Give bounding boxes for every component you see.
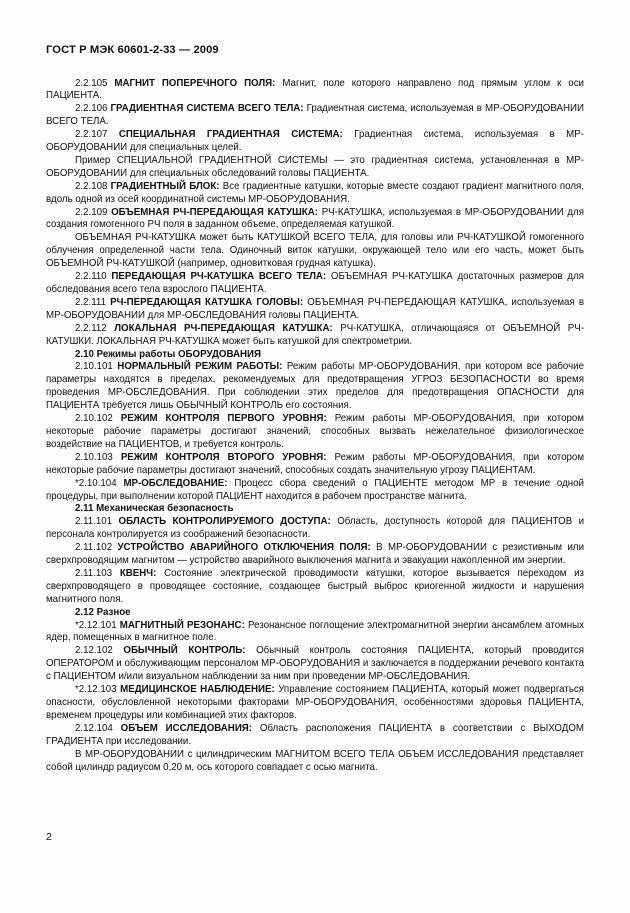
clause-number: 2.2.112 [75, 322, 115, 334]
definition-text: Резонансное поглощение электромагнитной энергии ансамблем атомных ядер, помещенных в магнитное поле. [46, 619, 584, 644]
defined-term: МЕДИЦИНСКОЕ НАБЛЮДЕНИЕ: [120, 684, 275, 696]
paragraph [46, 413, 584, 452]
definition-text: ОБЪЕМНАЯ РЧ-КАТУШКА достаточных размеров для обследования всего тела взрослого ПАЦИЕНТА. [46, 271, 584, 295]
defined-term: ПЕРЕДАЮЩАЯ РЧ-КАТУШКА ВСЕГО ТЕЛА: [111, 271, 327, 283]
clause-number: 2.10.103 [75, 451, 121, 463]
paragraph [46, 271, 584, 297]
clause-number: 2.10.101 [75, 361, 118, 373]
definition-text: Режим работы МР-ОБОРУДОВАНИЯ, при котором некоторые рабочие параметры достигают значений, способных создать значительную угрозу ПАЦИЕНТАМ. [46, 451, 585, 476]
defined-term: РЧ-ПЕРЕДАЮЩАЯ КАТУШКА ГОЛОВЫ: [110, 296, 304, 308]
clause-number: 2.12.102 [75, 645, 124, 657]
defined-term: СПЕЦИАЛЬНАЯ ГРАДИЕНТНАЯ СИСТЕМА: [118, 129, 343, 141]
defined-term: МАГНИТНЫЙ РЕЗОНАНС: [119, 619, 245, 631]
paragraph [46, 478, 584, 504]
paragraph [46, 297, 584, 323]
clause-number: 2.2.105 [75, 77, 115, 89]
paragraph [46, 129, 584, 155]
paragraph [46, 232, 584, 271]
section-heading-text: 2.12 Разное [75, 606, 131, 618]
paragraph [46, 684, 584, 723]
defined-term: ОБЛАСТЬ КОНТРОЛИРУЕМОГО ДОСТУПА: [118, 516, 331, 528]
section-heading-text: 2.10 Режимы работы ОБОРУДОВАНИЯ [75, 348, 262, 360]
definition-text: Пример СПЕЦИАЛЬНОЙ ГРАДИЕНТНОЙ СИСТЕМЫ — это градиентная система, установленная в МР-ОБОРУДОВАНИИ для специальных обследований головы ПАЦИЕНТА. [46, 154, 584, 179]
definition-text: Процесс сбора сведений о ПАЦИЕНТЕ методом МР в течение одной процедуры, при выполнении которой ПАЦИЕНТ находится в рабочем пространстве магнита. [46, 477, 584, 502]
clause-number: 2.2.107 [75, 129, 119, 141]
defined-term: ГРАДИЕНТНАЯ СИСТЕМА ВСЕГО ТЕЛА: [110, 103, 304, 115]
paragraph [46, 723, 584, 749]
paragraph [46, 620, 584, 646]
paragraph [46, 568, 584, 607]
paragraph [46, 749, 584, 775]
clause-number: 2.2.110 [75, 271, 112, 283]
paragraph [46, 103, 584, 129]
paragraph [46, 361, 584, 413]
definition-text: Состояние электрической проводимости катушки, которое вызывается переходом из сверхпроводящего в проводящее состояние, создающее быстрый выброс криогенной жидкости и нарушения магнитного поля. [46, 567, 585, 605]
definition-text: В МР-ОБОРУДОВАНИИ с резистивным или сверхпроводящим магнитом — устройство аварийного выключения магнита и эвакуации накопленной им энергии. [46, 542, 585, 567]
definition-text: Все градиентные катушки, которые вместе создают градиент магнитного поля, вдоль одной из осей координатной системы МР-ОБОРУДОВАНИЯ. [46, 180, 584, 205]
clause-number: 2.2.109 [75, 206, 112, 218]
definition-text: Градиентная система, используемая в МР-ОБОРУДОВАНИИ ВСЕГО ТЕЛА. [46, 103, 584, 128]
definition-text: Режим работы МР-ОБОРУДОВАНИЯ, при котором некоторые рабочие параметры достигают значений, способных вызвать нежелательное физиологическое воздействие на ПАЦИЕНТОВ, и требуется контроль. [46, 413, 584, 450]
clause-number: 2.11.102 [75, 542, 118, 554]
definition-text: Градиентная система, используемая в МР-ОБОРУДОВАНИИ для специальных целей. [46, 129, 584, 154]
definition-text: В МР-ОБОРУДОВАНИИ с цилиндрическим МАГНИТОМ ВСЕГО ТЕЛА ОБЪЕМ ИССЛЕДОВАНИЯ представляет собой цилиндр радиусом 0,20 м, ось которого совпадает с осью магнита. [46, 748, 584, 773]
definition-text: ОБЪЕМНАЯ РЧ-ПЕРЕДАЮЩАЯ КАТУШКА, используемая в МР-ОБОРУДОВАНИИ для МР-ОБСЛЕДОВАНИЯ головы ПАЦИЕНТА. [46, 296, 584, 321]
paragraph [46, 516, 584, 542]
paragraph [46, 645, 584, 684]
clause-number: 2.2.106 [75, 103, 111, 115]
defined-term: ЛОКАЛЬНАЯ РЧ-ПЕРЕДАЮЩАЯ КАТУШКА: [114, 322, 333, 334]
definition-text: Управление состоянием ПАЦИЕНТА, который может подвергаться опасности, обусловленной некоторыми факторами МР-ОБОРУДОВАНИЯ, особенностями здоровья ПАЦИЕНТА, временем процедуры или комбинацией этих факторов. [46, 684, 585, 721]
section-heading [46, 503, 584, 516]
paragraph [46, 181, 584, 207]
clause-number: *2.12.103 [75, 684, 121, 696]
paragraph [46, 155, 584, 181]
defined-term: МАГНИТ ПОПЕРЕЧНОГО ПОЛЯ: [114, 77, 276, 89]
definition-text: Обычный контроль состояния ПАЦИЕНТА, который проводится ОПЕРАТОРОМ и обслуживающим персоналом МР-ОБОРУДОВАНИЯ и заключается в поддержании речевого контакта с ПАЦИЕНТОМ и/или визуальном наблюдении за ним при проведении МР-ОБСЛЕДОВАНИЯ. [46, 645, 584, 683]
defined-term: РЕЖИМ КОНТРОЛЯ ВТОРОГО УРОВНЯ: [120, 451, 327, 463]
paragraph [46, 207, 584, 233]
section-heading [46, 349, 584, 362]
definition-text: Режим работы МР-ОБОРУДОВАНИЯ, при котором все рабочие параметры находятся в пределах, рекомендуемых для предотвращения УГРОЗ БЕЗОПАСНОСТИ во время проведения МР-ОБСЛЕДОВАНИЯ. При соблюдении этих пределов для предотвращения ОПАСНОСТИ для ПАЦИЕНТА требуется лишь ОБЫЧНЫЙ КОНТРОЛЬ его состояния. [46, 361, 584, 412]
definition-text: Область, доступность которой для ПАЦИЕНТОВ и персонала контролируется из соображений безопасности. [46, 516, 585, 541]
clause-number: 2.12.104 [75, 722, 121, 734]
defined-term: ОБЪЕМ ИССЛЕДОВАНИЯ: [120, 722, 253, 734]
paragraph [46, 323, 584, 349]
paragraph [46, 452, 584, 478]
document-body [46, 78, 584, 775]
defined-term: РЕЖИМ КОНТРОЛЯ ПЕРВОГО УРОВНЯ: [120, 413, 327, 425]
definition-text: ОБЪЕМНАЯ РЧ-КАТУШКА может быть КАТУШКОЙ ВСЕГО ТЕЛА, для головы или РЧ-КАТУШКОЙ гомогенного облучения определенной части тела. Одиночный виток катушки, окружающей тело или его часть, может быть ОБЪЕМНОЙ РЧ-КАТУШКОЙ (например, одновитковая грудная катушка). [46, 232, 584, 270]
paragraph [46, 542, 584, 568]
definition-text: РЧ-КАТУШКА, отличающаяся от ОБЪЕМНОЙ РЧ-КАТУШКИ. ЛОКАЛЬНАЯ РЧ-КАТУШКА может быть катушкой для спектрометрии. [46, 322, 584, 347]
defined-term: ОБЪЕМНАЯ РЧ-ПЕРЕДАЮЩАЯ КАТУШКА: [111, 206, 318, 218]
definition-text: РЧ-КАТУШКА, используемая в МР-ОБОРУДОВАНИИ для создания гомогенного РЧ поля в заданном объеме, определяемая катушкой. [46, 206, 584, 231]
clause-number: 2.2.108 [75, 180, 111, 192]
page-number: 2 [46, 831, 52, 843]
paragraph [46, 78, 584, 104]
definition-text: Магнит, поле которого направлено под прямым углом к оси ПАЦИЕНТА. [46, 77, 584, 102]
clause-number: 2.2.111 [75, 296, 111, 308]
clause-number: 2.11.101 [75, 516, 119, 528]
document-header: ГОСТ Р МЭК 60601-2-33 — 2009 [46, 44, 219, 56]
defined-term: ГРАДИЕНТНЫЙ БЛОК: [110, 180, 220, 192]
defined-term: КВЕНЧ: [119, 567, 157, 579]
clause-number: 2.10.102 [75, 413, 121, 425]
clause-number: 2.11.103 [75, 567, 120, 579]
defined-term: МР-ОБСЛЕДОВАНИЕ: [123, 477, 228, 489]
defined-term: НОРМАЛЬНЫЙ РЕЖИМ РАБОТЫ: [117, 361, 283, 373]
defined-term: УСТРОЙСТВО АВАРИЙНОГО ОТКЛЮЧЕНИЯ ПОЛЯ: [117, 542, 371, 554]
section-heading [46, 607, 584, 620]
section-heading-text: 2.11 Механическая безопасность [75, 503, 234, 515]
definition-text: Область расположения ПАЦИЕНТА в соответствии с ВЫХОДОМ ГРАДИЕНТА при исследовании. [46, 722, 585, 747]
defined-term: ОБЫЧНЫЙ КОНТРОЛЬ: [123, 645, 246, 657]
clause-number: *2.10.104 [75, 477, 124, 489]
clause-number: *2.12.101 [75, 619, 120, 631]
